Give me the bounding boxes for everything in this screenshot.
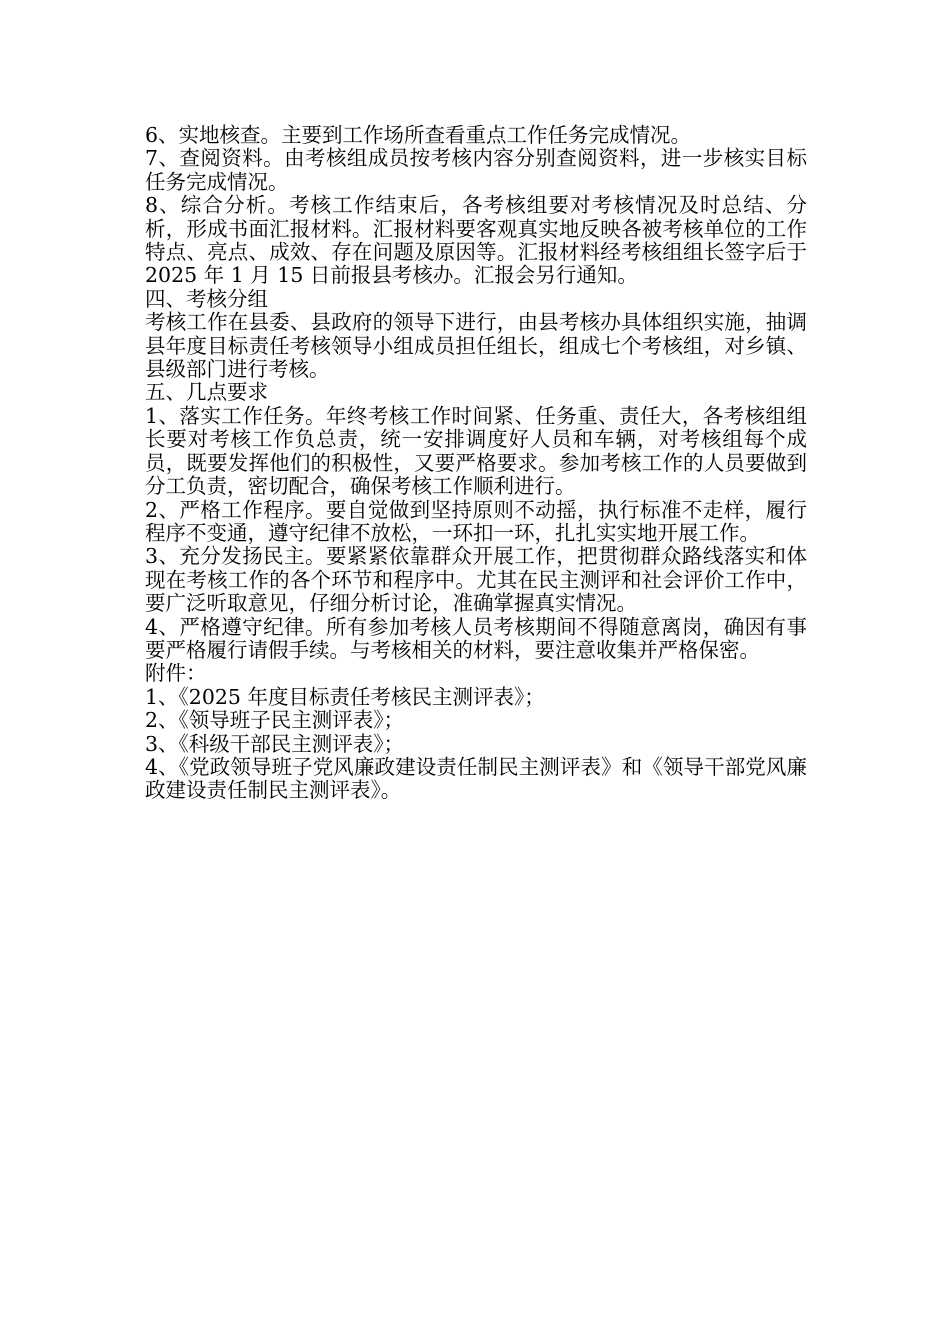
requirement-1: 1、落实工作任务。年终考核工作时间紧、任务重、责任大，各考核组组长要对考核工作负总责，统一安排调度好人员和车辆，对考核组每个成员，既要发挥他们的积极性，又要严格要求。参加考核工作的人员要做到分工负责，密切配合，确保考核工作顺利进行。: [145, 403, 807, 499]
document-body: [145, 124, 807, 803]
item-7-review-materials: 7、查阅资料。由考核组成员按考核内容分别查阅资料，进一步核实目标任务完成情况。: [145, 146, 807, 194]
requirement-4: 4、严格遵守纪律。所有参加考核人员考核期间不得随意离岗，确因有事要严格履行请假手续。与考核相关的材料，要注意收集并严格保密。: [145, 614, 807, 662]
item-6-site-inspection: 6、实地核查。主要到工作场所查看重点工作任务完成情况。: [145, 123, 692, 147]
section-heading-5: 五、几点要求: [145, 380, 268, 405]
section-heading-4: 四、考核分组: [145, 286, 268, 311]
requirement-3: 3、充分发扬民主。要紧紧依靠群众开展工作，把贯彻群众路线落实和体现在考核工作的各个环节和程序中。尤其在民主测评和社会评价工作中，要广泛听取意见，仔细分析讨论，准确掌握真实情况。: [145, 544, 807, 616]
attachment-3: 3、《科级干部民主测评表》；: [145, 731, 405, 756]
section-4-body: 考核工作在县委、县政府的领导下进行，由县考核办具体组织实施，抽调县年度目标责任考核领导小组成员担任组长，组成七个考核组，对乡镇、县级部门进行考核。: [145, 310, 807, 382]
attachment-2: 2、《领导班子民主测评表》；: [145, 708, 405, 733]
requirement-2: 2、严格工作程序。要自觉做到坚持原则不动摇，执行标准不走样，履行程序不变通，遵守纪律不放松，一环扣一环，扎扎实实地开展工作。: [145, 497, 807, 545]
item-8-comprehensive-analysis: 8、综合分析。考核工作结束后，各考核组要对考核情况及时总结、分析，形成书面汇报材料。汇报材料要客观真实地反映各被考核单位的工作特点、亮点、成效、存在问题及原因等。汇报材料经考核组组长签字后于 2025 年 1 月 15 日前报县考核办。汇报会另行通知。: [145, 193, 807, 288]
attachment-4: 4、《党政领导班子党风廉政建设责任制民主测评表》和《领导干部党风廉政建设责任制民主测评表》。: [145, 754, 807, 803]
attachments-heading: 附件：: [145, 661, 207, 686]
attachment-1: 1、《2025 年度目标责任考核民主测评表》；: [145, 684, 545, 709]
